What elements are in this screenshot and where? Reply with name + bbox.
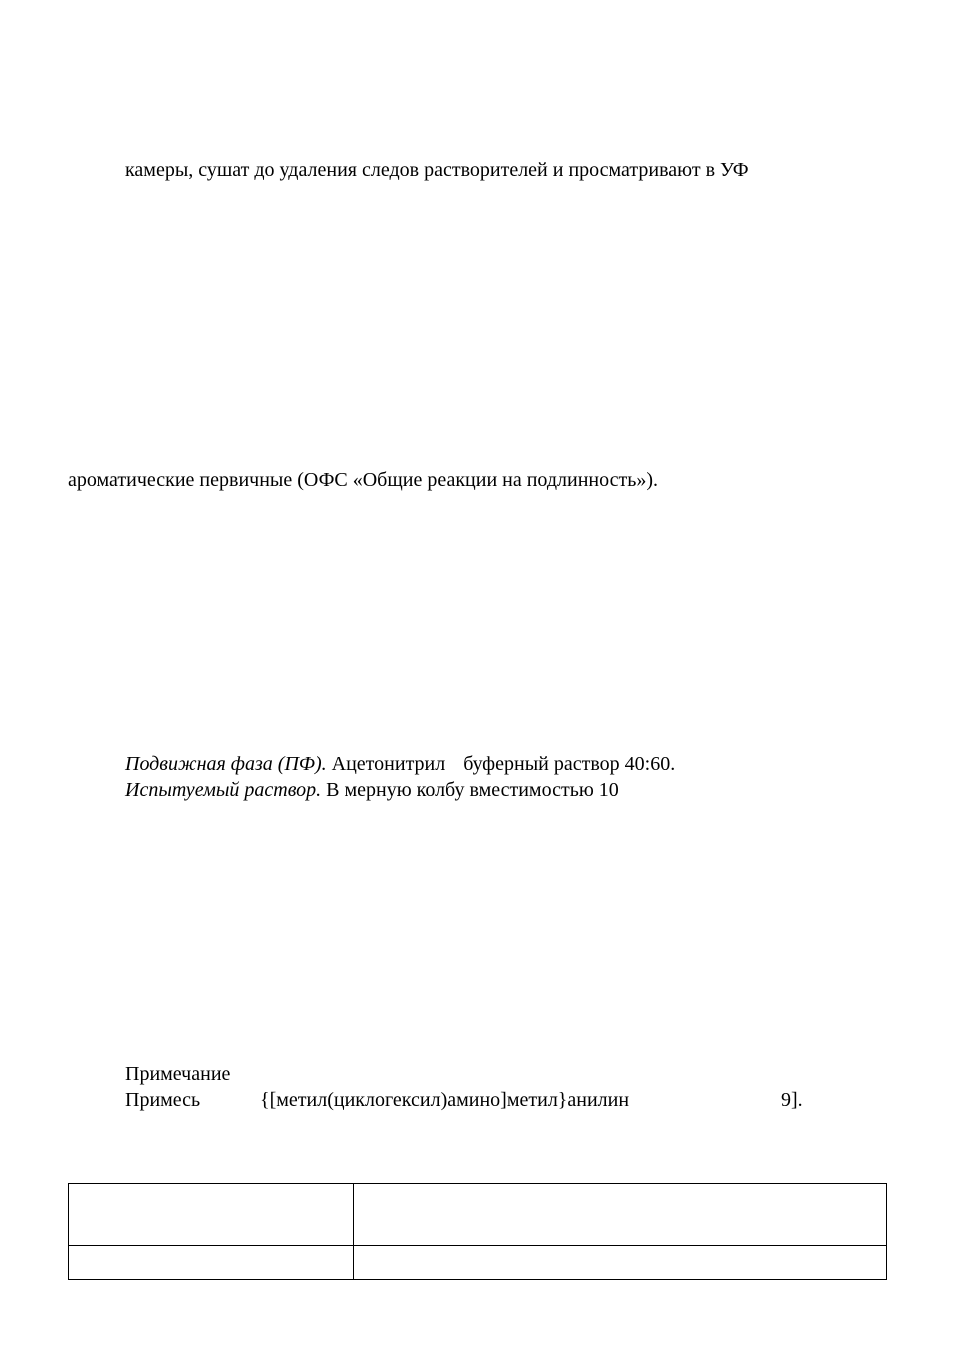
text-line-aromatic: ароматические первичные (ОФС «Общие реакции на подлинность»). bbox=[68, 469, 659, 491]
impurity-line bbox=[125, 1088, 803, 1112]
mobile-phase-buffer: буферный раствор 40:60. bbox=[463, 753, 676, 775]
impurity-reference: 9]. bbox=[781, 1089, 803, 1111]
table-row bbox=[69, 1246, 887, 1280]
impurity-label: Примесь bbox=[125, 1089, 201, 1111]
test-solution-text: В мерную колбу вместимостью 10 bbox=[321, 779, 619, 801]
table-row bbox=[69, 1184, 887, 1246]
table-cell bbox=[69, 1184, 354, 1246]
text-line-test-solution bbox=[125, 778, 619, 802]
mobile-phase-label: Подвижная фаза (ПФ). bbox=[125, 753, 327, 775]
text-line-mobile-phase bbox=[125, 752, 675, 776]
test-solution-label: Испытуемый раствор. bbox=[125, 779, 322, 801]
data-table bbox=[68, 1183, 887, 1280]
table-cell bbox=[354, 1246, 887, 1280]
table-cell bbox=[354, 1184, 887, 1246]
impurity-name: {[метил(циклогексил)амино]метил}анилин bbox=[260, 1089, 630, 1111]
text-line-chamber: камеры, сушат до удаления следов растворителей и просматривают в УФ bbox=[125, 159, 749, 181]
note-label: Примечание bbox=[125, 1063, 231, 1085]
table-cell bbox=[69, 1246, 354, 1280]
mobile-phase-solvent: Ацетонитрил bbox=[326, 753, 446, 775]
